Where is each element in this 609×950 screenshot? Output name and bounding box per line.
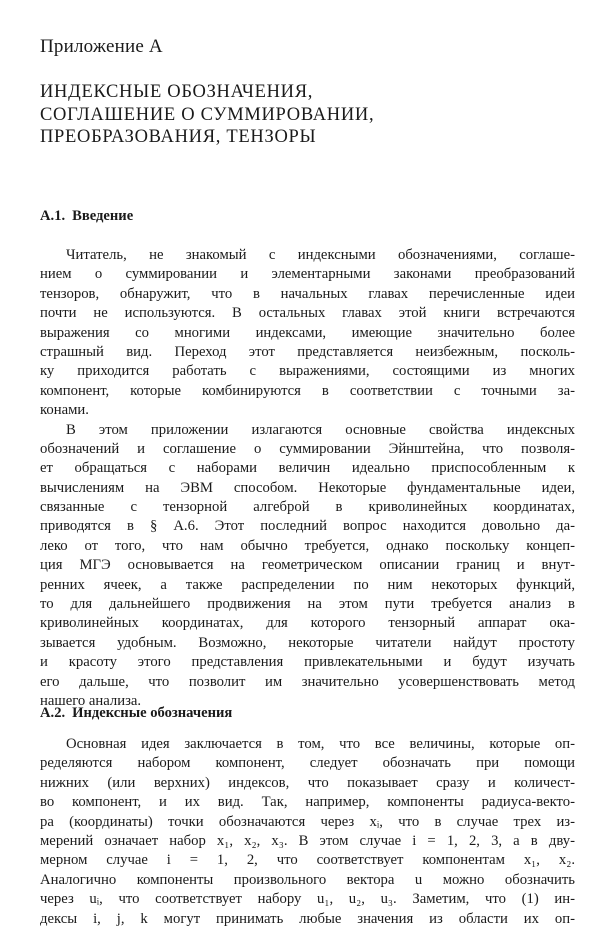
text-line: мерном случае i = 1, 2, что соответствует компонентам x₁, x₂. bbox=[40, 852, 575, 869]
text-line: и красоту этого представления привлекательными и будут изучать bbox=[40, 654, 575, 671]
text-line: Основная идея заключается в том, что все величины, которые оп- bbox=[66, 736, 575, 752]
text-line: зывается удобным. Возможно, некоторые читатели найдут простоту bbox=[40, 634, 575, 651]
text-line: тензоров, обнаружит, что в начальных главах перечисленные идеи bbox=[40, 285, 575, 302]
section-2-body bbox=[40, 735, 575, 929]
text-line: нижних (или верхних) индексов, что показывает сразу и количест- bbox=[40, 774, 575, 791]
text-line: В этом приложении излагаются основные свойства индексных bbox=[66, 421, 575, 438]
text-line: связанные с тензорной алгеброй в криволинейных координатах, bbox=[40, 499, 575, 516]
section-number: А.1. bbox=[40, 208, 66, 224]
text-line: компонент, которые комбинируются в соответствии с точными за- bbox=[40, 382, 575, 399]
text-line: криволинейных координатах, для которого тензорный аппарат ока- bbox=[40, 615, 575, 632]
text-line: ра (координаты) точки обозначаются через xᵢ, что в случае трех из- bbox=[40, 813, 575, 830]
text-line: вычислениям на ЭВМ способом. Некоторые фундаментальные идеи, bbox=[40, 479, 575, 496]
chapter-title-line: СОГЛАШЕНИЕ О СУММИРОВАНИИ, bbox=[40, 104, 375, 125]
text-line: выражения со многими индексами, имеющие значительно более bbox=[40, 324, 575, 341]
text-line: конами. bbox=[40, 402, 89, 419]
text-line: леко от того, что нам обычно требуется, однако поскольку концеп- bbox=[40, 537, 575, 554]
appendix-label: Приложение А bbox=[40, 36, 163, 57]
text-line: через uᵢ, что соответствует набору u₁, u₂, u₃. Заметим, что (1) ин- bbox=[40, 891, 575, 908]
text-line: ция МГЭ основывается на геометрическом описании границ и внут- bbox=[40, 557, 575, 574]
text-line: нашего анализа. bbox=[40, 692, 142, 709]
chapter-title bbox=[40, 81, 374, 149]
text-line: во компонент, и их вид. Так, например, компоненты радиуса-векто- bbox=[40, 794, 575, 811]
text-line: нием о суммировании и элементарными законами преобразований bbox=[40, 266, 575, 283]
text-line: ренних ячеек, а также распределении по ним некоторых функций, bbox=[40, 576, 575, 593]
text-line: то для дальнейшего продвижения на этом пути требуется анализ в bbox=[40, 596, 575, 613]
text-line: обозначений и соглашение о суммировании Эйнштейна, что позволя- bbox=[40, 440, 575, 457]
text-line: Читатель, не знакомый с индексными обозначениями, соглаше- bbox=[66, 247, 575, 263]
chapter-title-line: ПРЕОБРАЗОВАНИЯ, ТЕНЗОРЫ bbox=[40, 127, 317, 147]
text-line: мерений означает набор x₁, x₂, x₃. В этом случае i = 1, 2, 3, а в дву- bbox=[40, 832, 575, 849]
text-line: ку приходится работать с выражениями, состоящими из многих bbox=[40, 363, 575, 380]
text-line: Аналогично компоненты произвольного вектора u можно обозначить bbox=[40, 871, 575, 888]
chapter-title-line: ИНДЕКСНЫЕ ОБОЗНАЧЕНИЯ, bbox=[40, 82, 314, 102]
text-line: дексы i, j, k могут принимать любые значения из области их оп- bbox=[40, 910, 575, 927]
text-line: его дальше, что позволит им значительно усовершенствовать метод bbox=[40, 673, 575, 690]
text-line: почти не используются. В остальных главах этой книги встречаются bbox=[40, 305, 575, 322]
text-line: приводятся в § А.6. Этот последний вопрос находится довольно да- bbox=[40, 518, 575, 535]
section-heading-2 bbox=[40, 705, 232, 722]
text-line: ределяются набором компонент, следует обозначать при помощи bbox=[40, 755, 575, 772]
section-heading-1 bbox=[40, 208, 133, 225]
text-line: страшный вид. Переход этот представляется неизбежным, посколь- bbox=[40, 343, 575, 360]
section-title: Введение bbox=[72, 208, 134, 224]
section-1-body bbox=[40, 246, 575, 711]
text-line: ет обращаться с наборами величин идеально приспособленным к bbox=[40, 460, 575, 477]
section-title: Индексные обозначения bbox=[72, 705, 233, 721]
section-number: А.2. bbox=[40, 705, 66, 721]
